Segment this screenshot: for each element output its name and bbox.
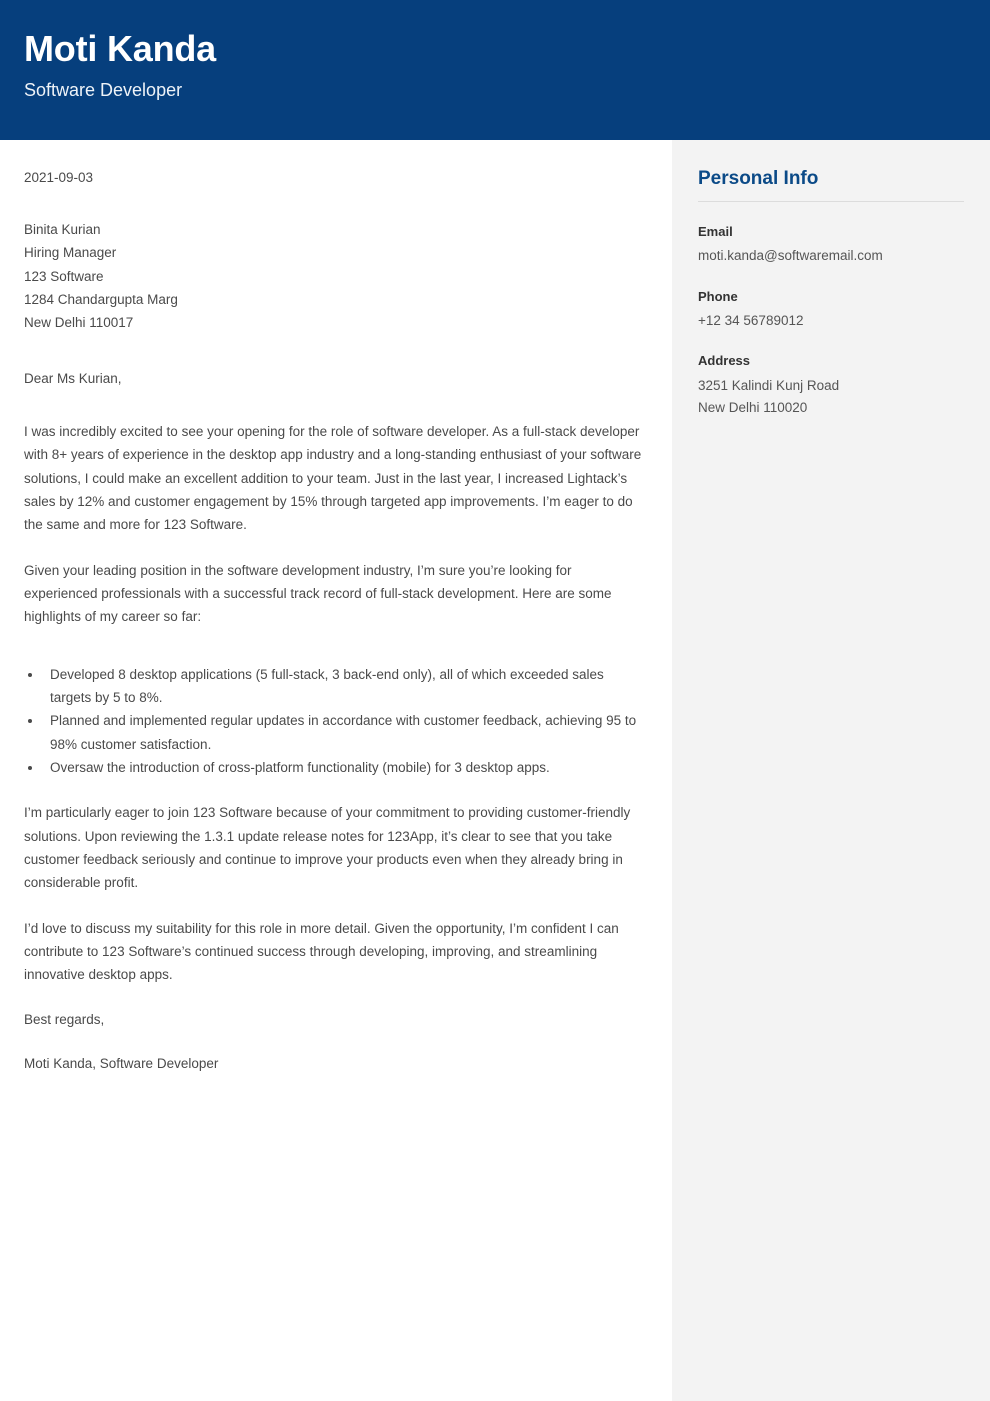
- letter-closing: Best regards,: [24, 1011, 105, 1027]
- letter-paragraph: I’d love to discuss my suitability for this role in more detail. Given the opportunity, I’m confident I can contribute to 123 Software’s continued success through developing, improving, and streamlining innovative desktop apps.: [24, 920, 619, 983]
- letter-paragraph: I was incredibly excited to see your opening for the role of software developer. As a full-stack developer with 8+ years of experience in the desktop app industry and a long-standing enthusiast of your software solutions, I could make an excellent addition to your team. Just in the last year, I increased Lightack’s sales by 12% and customer engagement by 15% through targeted app improvements. I’m eager to do the same and more for 123 Software.: [24, 423, 642, 533]
- sidebar-value-email: moti.kanda@softwaremail.com: [698, 248, 883, 264]
- bullets-spacer: [24, 651, 642, 663]
- sidebar-heading: Personal Info: [698, 168, 819, 189]
- recipient-line: Hiring Manager: [24, 245, 117, 261]
- recipient-line: Binita Kurian: [24, 222, 101, 238]
- document-header-banner: [0, 0, 990, 140]
- letter-salutation: Dear Ms Kurian,: [24, 371, 122, 387]
- sidebar-label-email: Email: [698, 223, 733, 239]
- recipient-line: New Delhi 110017: [24, 315, 134, 331]
- document-body: [0, 140, 990, 1401]
- sidebar-value-phone: +12 34 56789012: [698, 313, 804, 329]
- sidebar-label-address: Address: [698, 353, 751, 369]
- sidebar-group-address: [698, 351, 964, 419]
- sidebar-value-address-line: 3251 Kalindi Kunj Road: [698, 377, 840, 393]
- candidate-name: Moti Kanda: [24, 28, 216, 69]
- letter-paragraph: I’m particularly eager to join 123 Software because of your commitment to providing customer-friendly solutions. Upon reviewing the 1.3.1 update release notes for 123App, it’s clear to see that you take customer feedback seriously and continue to improve your products even when they already bring in considerable profit.: [24, 805, 631, 891]
- list-item: Oversaw the introduction of cross-platform functionality (mobile) for 3 desktop apps.: [24, 756, 642, 779]
- recipient-line: 1284 Chandargupta Marg: [24, 291, 178, 307]
- sidebar-group-phone: [698, 287, 964, 333]
- recipient-address-block: [24, 218, 642, 334]
- letter-main-column: [0, 140, 672, 1401]
- sidebar-divider: [698, 201, 964, 202]
- list-item: Planned and implemented regular updates in accordance with customer feedback, achieving 95 to 98% customer satisfaction.: [24, 709, 642, 756]
- candidate-job-title: Software Developer: [24, 80, 183, 101]
- sidebar-label-phone: Phone: [698, 288, 738, 304]
- letter-signature: Moti Kanda, Software Developer: [24, 1056, 219, 1072]
- sidebar-group-email: [698, 222, 964, 268]
- letter-paragraph: Given your leading position in the software development industry, I’m sure you’re looking for experienced professionals with a successful track record of full-stack development. Here are some highlights of my career so far:: [24, 562, 612, 625]
- achievements-list: [24, 663, 642, 780]
- letter-date: 2021-09-03: [24, 170, 94, 185]
- recipient-line: 123 Software: [24, 268, 104, 284]
- sidebar-value-address-line: New Delhi 110020: [698, 400, 808, 416]
- list-item: Developed 8 desktop applications (5 full-stack, 3 back-end only), all of which exceeded sales targets by 5 to 8%.: [24, 663, 642, 710]
- personal-info-sidebar: [672, 140, 990, 1401]
